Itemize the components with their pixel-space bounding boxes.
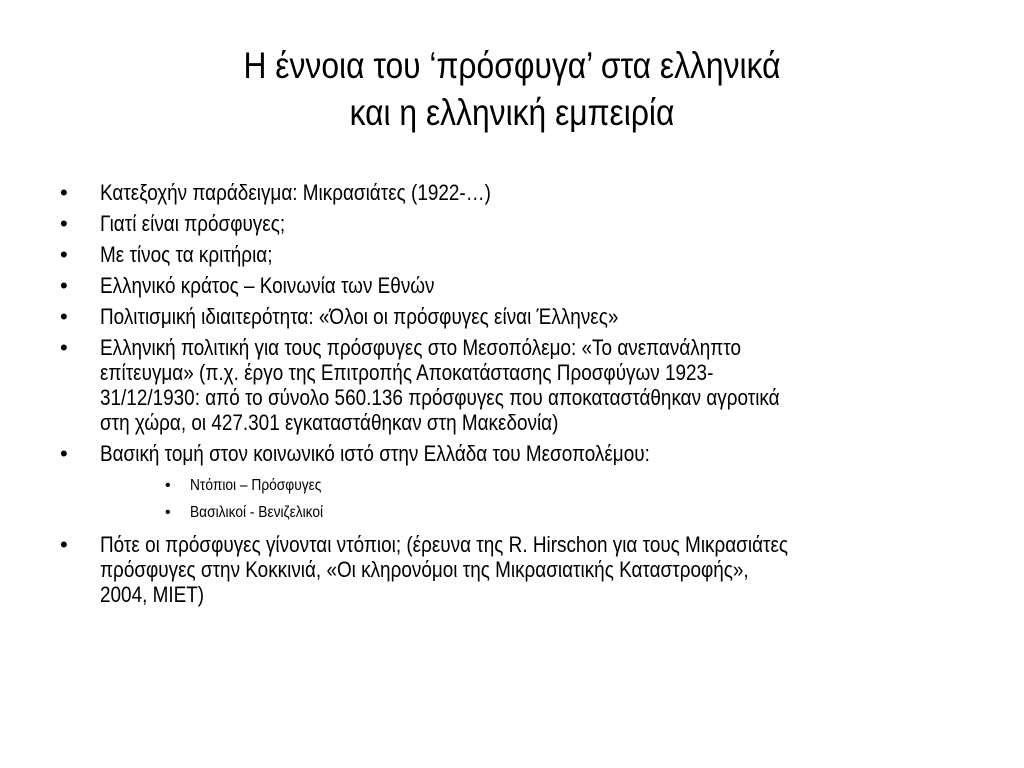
bullet-item-policy (0, 335, 1024, 435)
bullet-dot-icon: • (60, 180, 68, 205)
bullet-item-criteria (0, 242, 1024, 267)
bullet-item-example (0, 180, 1024, 205)
title-line-1: Η έννοια του ‘πρόσφυγα’ στα ελληνικά (243, 45, 781, 86)
bullet-line: στη χώρα, οι 427.301 εγκαταστάθηκαν στη Μακεδονία) (100, 410, 559, 435)
bullet-dot-icon: • (60, 304, 68, 329)
bullet-item-cultural (0, 304, 1024, 329)
bullet-text: Γιατί είναι πρόσφυγες; (100, 211, 286, 236)
sub-bullet-text: Βασιλικοί - Βενιζελικοί (190, 504, 324, 521)
bullet-line: 2004, ΜΙΕΤ) (100, 582, 205, 607)
bullet-dot-icon: • (60, 441, 68, 466)
bullet-item-state-league (0, 273, 1024, 298)
bullet-line: επίτευγμα» (π.χ. έργο της Επιτροπής Αποκατάστασης Προσφύγων 1923- (100, 360, 714, 385)
bullet-item-locals (0, 532, 1024, 607)
bullet-text: Με τίνος τα κριτήρια; (100, 242, 273, 267)
sub-bullet-dot-icon: • (165, 504, 171, 521)
sub-bullet-dot-icon: • (165, 477, 171, 494)
bullet-dot-icon: • (60, 211, 68, 236)
bullet-line: Ελληνική πολιτική για τους πρόσφυγες στο Μεσοπόλεμο: «Το ανεπανάληπτο (100, 335, 742, 360)
bullet-text: Βασική τομή στον κοινωνικό ιστό στην Ελλάδα του Μεσοπολέμου: (100, 441, 650, 466)
bullet-text: Κατεξοχήν παράδειγμα: Μικρασιάτες (1922-…) (100, 180, 491, 205)
bullet-text: Πολιτισμική ιδιαιτερότητα: «Όλοι οι πρόσφυγες είναι Έλληνες» (100, 304, 619, 329)
bullet-line: 31/12/1930: από το σύνολο 560.136 πρόσφυγες που αποκαταστάθηκαν αγροτικά (100, 385, 780, 410)
bullet-line: πρόσφυγες στην Κοκκινιά, «Οι κληρονόμοι της Μικρασιατικής Καταστροφής», (100, 557, 749, 582)
bullet-dot-icon: • (60, 335, 68, 360)
bullet-line: Πότε οι πρόσφυγες γίνονται ντόπιοι; (έρευνα της R. Hirschon για τους Μικρασιάτες (100, 532, 789, 557)
bullet-item-why-refugees (0, 211, 1024, 236)
bullet-dot-icon: • (60, 242, 68, 267)
slide-title (175, 42, 849, 136)
bullet-text: Ελληνικό κράτος – Κοινωνία των Εθνών (100, 273, 435, 298)
bullet-dot-icon: • (60, 273, 68, 298)
sub-bullet-item (0, 503, 1024, 522)
bullet-text-multiline (100, 335, 969, 435)
bullet-text-multiline (100, 532, 969, 607)
bullet-dot-icon: • (60, 532, 68, 557)
bullet-item-social-divide (0, 441, 1024, 466)
sub-bullet-item (0, 476, 1024, 495)
sub-bullet-text: Ντόπιοι – Πρόσφυγες (190, 477, 322, 494)
title-line-2: και η ελληνική εμπειρία (349, 92, 675, 133)
bullet-list (0, 180, 1024, 613)
